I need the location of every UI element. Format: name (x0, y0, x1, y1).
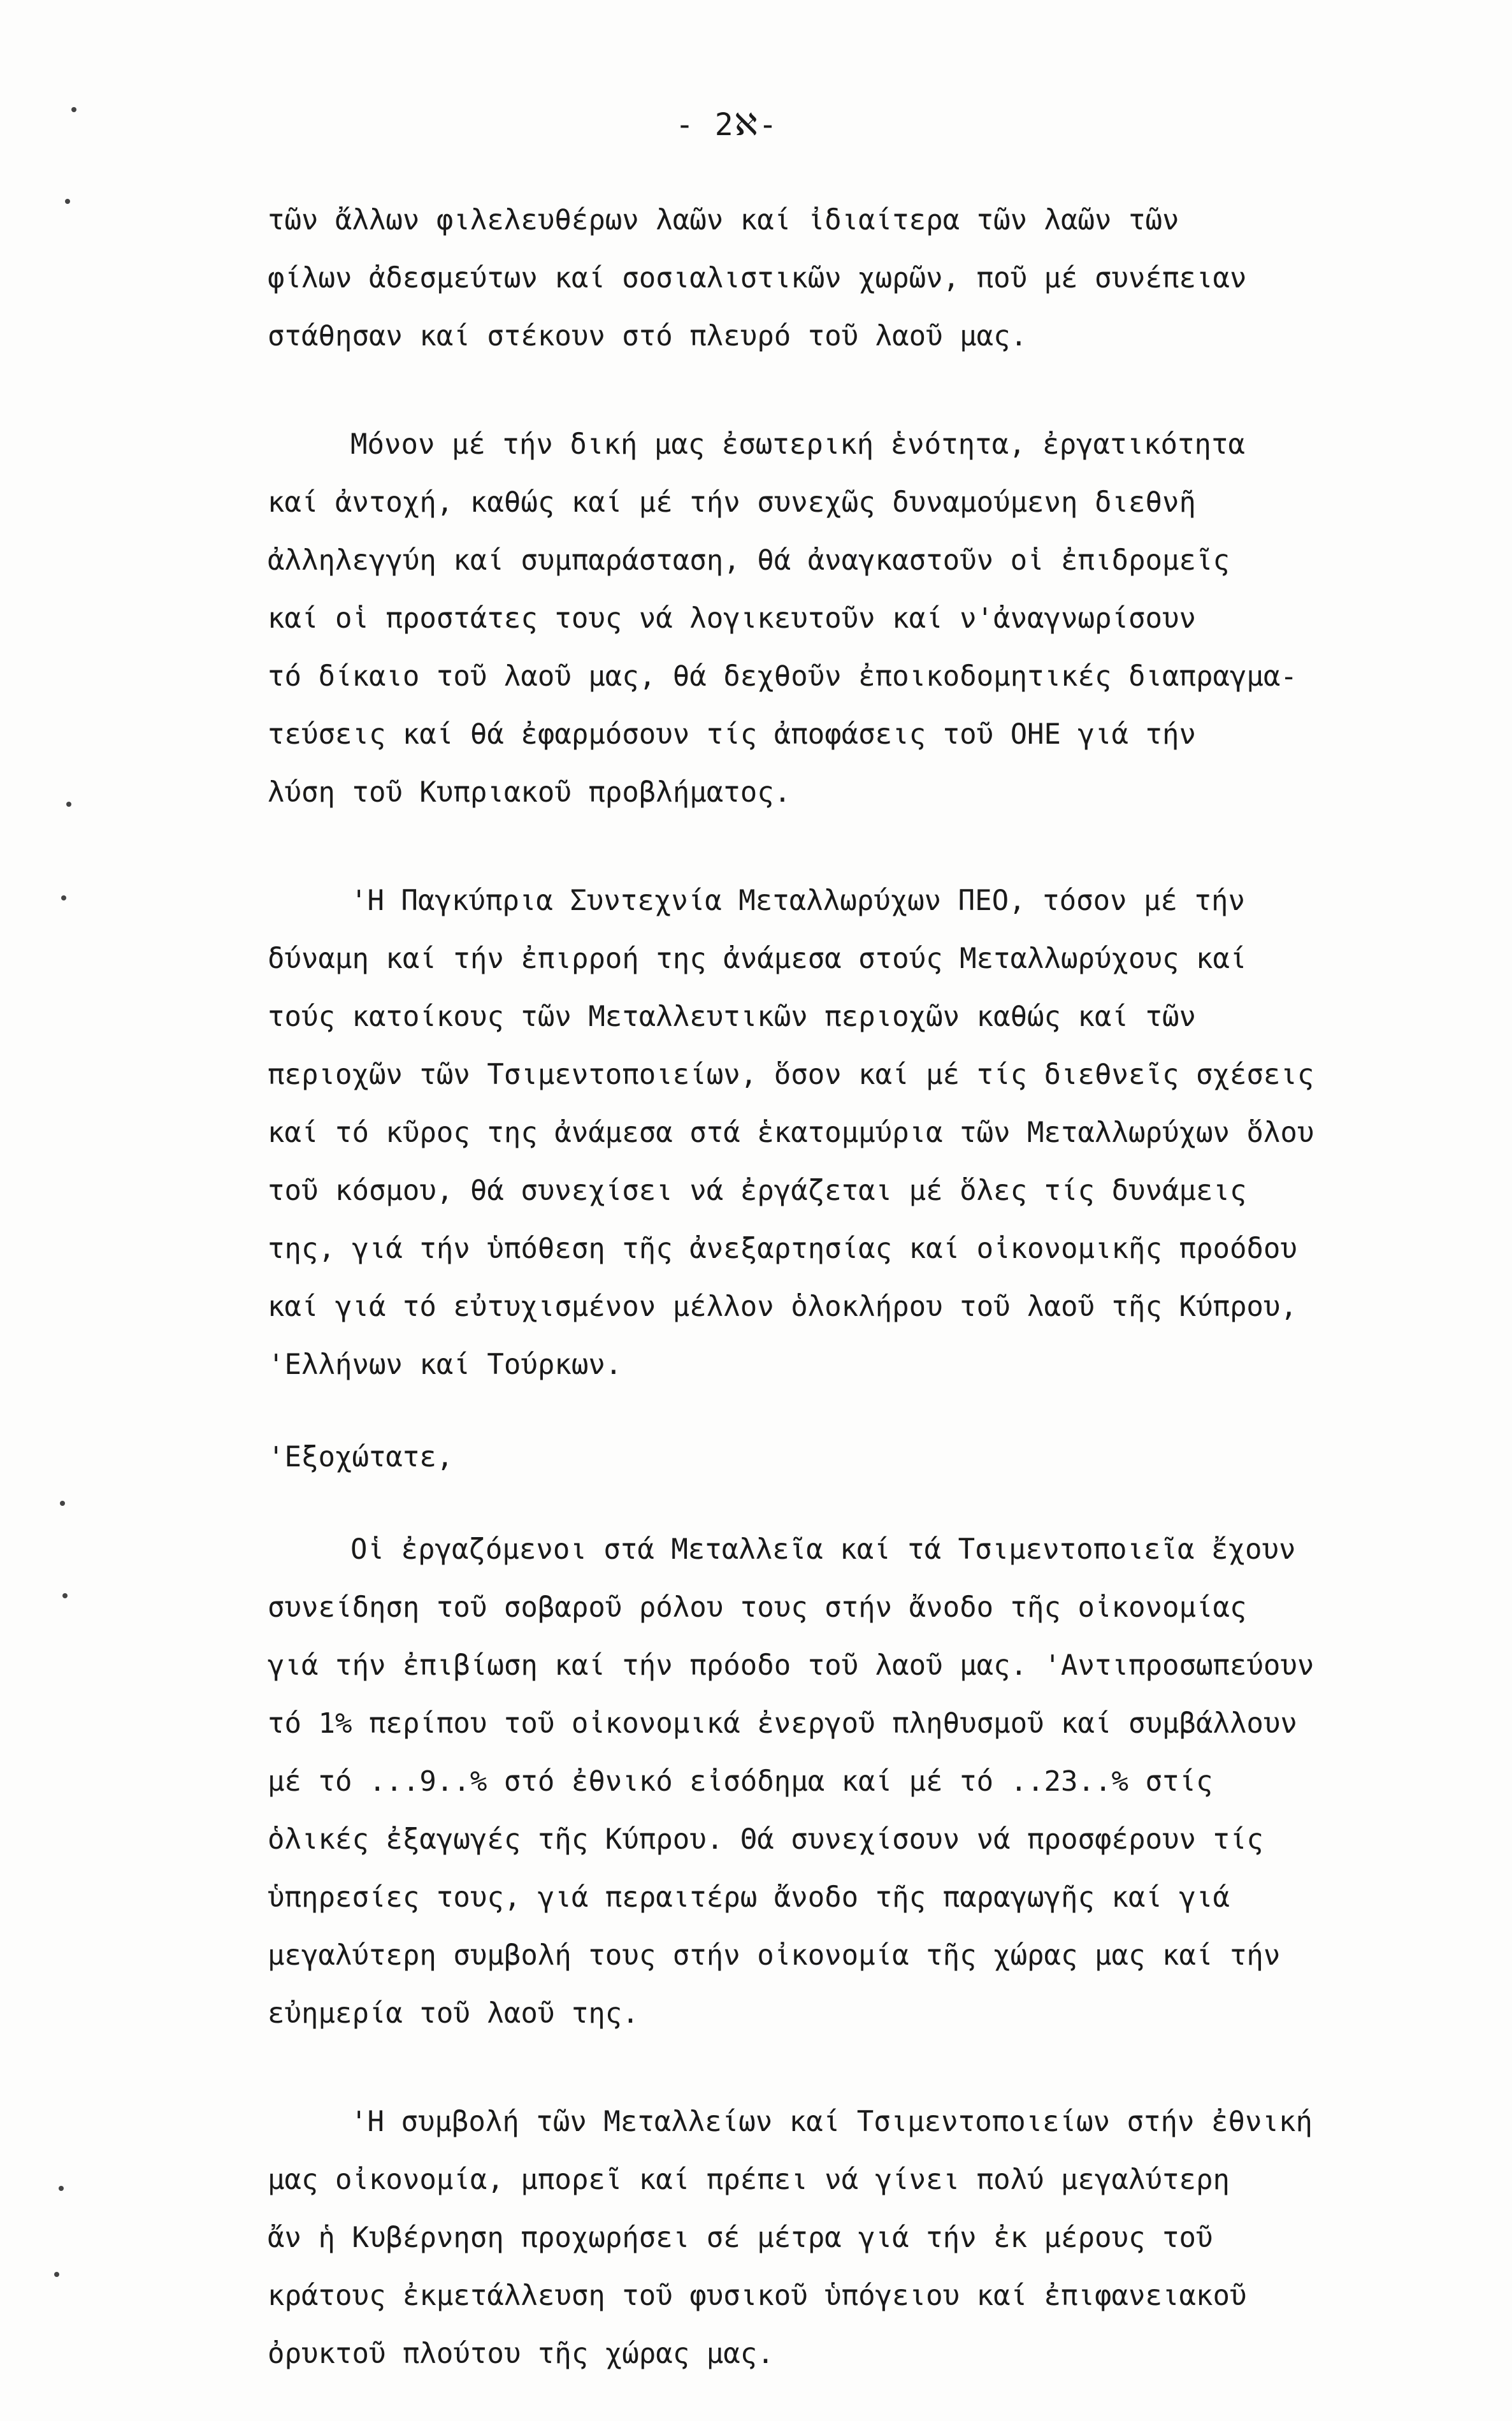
paragraph-gap (268, 1486, 1465, 1521)
scan-speck (62, 1593, 68, 1598)
paragraph-gap (268, 365, 1465, 416)
scan-speck (66, 802, 71, 807)
scan-speck (60, 1501, 65, 1506)
paragraph-5 (268, 2093, 1465, 2383)
text-line: τό δίκαιο τοῦ λαοῦ μας, θά δεχθοῦν ἐποικοδομητικές διαπραγμα- (268, 660, 1297, 693)
text-line: 'Η συμβολή τῶν Μεταλλείων καί Τσιμεντοποιείων στήν ἐθνική (350, 2106, 1313, 2138)
text-line: καί οἱ προστάτες τους νά λογικευτοῦν καί ν'ἀναγνωρίσουν (268, 602, 1196, 635)
paragraph-gap (268, 821, 1465, 872)
text-line: ἀλληλεγγύη καί συμπαράσταση, θά ἀναγκαστοῦν οἱ ἐπιδρομεῖς (268, 544, 1230, 577)
text-line: ὑπηρεσίες τους, γιά περαιτέρω ἄνοδο τῆς παραγωγῆς καί γιά (268, 1881, 1230, 1914)
page-number: - 2ℵ- (675, 107, 779, 143)
text-line: τεύσεις καί θά ἐφαρμόσουν τίς ἀποφάσεις τοῦ ΟΗΕ γιά τήν (268, 718, 1196, 751)
text-line: Μόνον μέ τήν δική μας ἐσωτερική ἑνότητα, ἐργατικότητα (350, 428, 1245, 461)
paragraph-gap (268, 2042, 1465, 2093)
text-line: ἄν ἡ Κυβέρνηση προχωρήσει σέ μέτρα γιά τήν ἐκ μέρους τοῦ (268, 2222, 1213, 2254)
text-line: κράτους ἐκμετάλλευση τοῦ φυσικοῦ ὑπόγειου καί ἐπιφανειακοῦ (268, 2280, 1247, 2312)
text-line: λύση τοῦ Κυπριακοῦ προβλήματος. (268, 776, 791, 809)
text-line: μας οἰκονομία, μπορεῖ καί πρέπει νά γίνει πολύ μεγαλύτερη (268, 2164, 1230, 2196)
paragraph-3 (268, 872, 1465, 1394)
paragraph-2 (268, 416, 1465, 821)
text-line: 'Η Παγκύπρια Συντεχνία Μεταλλωρύχων ΠΕΟ, τόσον μέ τήν (350, 885, 1245, 917)
scan-speck (71, 107, 76, 112)
letter-body (268, 191, 1465, 2383)
scan-speck (59, 2186, 64, 2191)
paragraph-gap (268, 1394, 1465, 1428)
text-line: μεγαλύτερη συμβολή τους στήν οἰκονομία τῆς χώρας μας καί τήν (268, 1939, 1281, 1972)
text-line: της, γιά τήν ὑπόθεση τῆς ἀνεξαρτησίας καί οἰκονομικῆς προόδου (268, 1232, 1297, 1265)
text-line: δύναμη καί τήν ἐπιρροή της ἀνάμεσα στούς Μεταλλωρύχους καί (268, 943, 1247, 975)
text-line: τῶν ἄλλων φιλελευθέρων λαῶν καί ἰδιαίτερα τῶν λαῶν τῶν (268, 204, 1179, 236)
text-line: μέ τό ...9..% στό ἐθνικό εἰσόδημα καί μέ τό ..23..% στίς (268, 1765, 1213, 1798)
paragraph-1 (268, 191, 1465, 365)
text-line: καί ἀντοχή, καθώς καί μέ τήν συνεχῶς δυναμούμενη διεθνῆ (268, 486, 1196, 519)
text-line: γιά τήν ἐπιβίωση καί τήν πρόοδο τοῦ λαοῦ μας. 'Αντιπροσωπεύουν (268, 1649, 1314, 1682)
text-line: 'Εξοχώτατε, (268, 1441, 454, 1473)
text-line: εὐημερία τοῦ λαοῦ της. (268, 1997, 639, 2030)
text-line: τούς κατοίκους τῶν Μεταλλευτικῶν περιοχῶν καθώς καί τῶν (268, 1001, 1196, 1033)
text-line: ὀρυκτοῦ πλούτου τῆς χώρας μας. (268, 2338, 774, 2370)
scan-speck (61, 895, 66, 900)
text-line: Οἱ ἐργαζόμενοι στά Μεταλλεῖα καί τά Τσιμεντοποιεῖα ἔχουν (350, 1533, 1296, 1566)
text-line: τό 1% περίπου τοῦ οἰκονομικά ἐνεργοῦ πληθυσμοῦ καί συμβάλλουν (268, 1707, 1297, 1740)
text-line: περιοχῶν τῶν Τσιμεντοποιείων, ὅσον καί μέ τίς διεθνεῖς σχέσεις (268, 1059, 1314, 1091)
salutation (268, 1428, 1465, 1486)
text-line: στάθησαν καί στέκουν στό πλευρό τοῦ λαοῦ μας. (268, 320, 1028, 352)
scan-speck (54, 2272, 59, 2277)
scan-speck (65, 199, 70, 204)
text-line: καί τό κῦρος της ἀνάμεσα στά ἑκατομμύρια τῶν Μεταλλωρύχων ὅλου (268, 1117, 1314, 1149)
text-line: τοῦ κόσμου, θά συνεχίσει νά ἐργάζεται μέ ὅλες τίς δυνάμεις (268, 1174, 1247, 1207)
paragraph-4 (268, 1521, 1465, 2042)
text-line: συνείδηση τοῦ σοβαροῦ ρόλου τους στήν ἄνοδο τῆς οἰκονομίας (268, 1591, 1247, 1624)
text-line: καί γιά τό εὐτυχισμένον μέλλον ὁλοκλήρου τοῦ λαοῦ τῆς Κύπρου, (268, 1290, 1297, 1323)
text-line: φίλων ἀδεσμεύτων καί σοσιαλιστικῶν χωρῶν, ποῦ μέ συνέπειαν (268, 262, 1247, 294)
text-line: ὁλικές ἐξαγωγές τῆς Κύπρου. Θά συνεχίσουν νά προσφέρουν τίς (268, 1823, 1264, 1856)
text-line: 'Ελλήνων καί Τούρκων. (268, 1348, 623, 1381)
